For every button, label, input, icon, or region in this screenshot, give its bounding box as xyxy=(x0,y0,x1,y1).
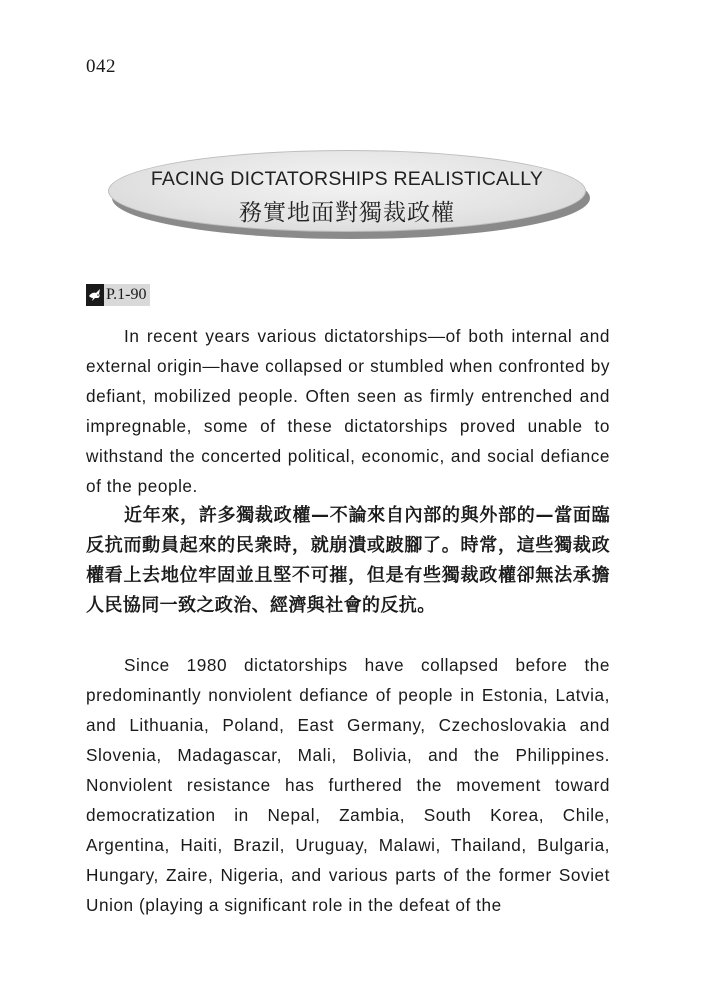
paragraph-1-chinese: 近年來，許多獨裁政權—不論來自內部的與外部的—當面臨反抗而動員起來的民衆時，就崩潰或跛腳了。時常，這些獨裁政權看上去地位牢固並且堅不可摧，但是有些獨裁政權卻無法承擔人民協同一致之政治、經濟與社會的反抗。 xyxy=(86,505,610,616)
paragraph-2-english: Since 1980 dictatorships have collapsed before the predominantly nonviolent defiance of people in Estonia, Latvia, and Lithuania, Poland, East Germany, Czechoslovakia and Slovenia, Madagascar, Mali, Bolivia, and the Philippines. Nonviolent resistance has furthered the movement toward democratization in Nepal, Zambia, South Korea, Chile, Argentina, Haiti, Brazil, Uruguay, Malawi, Thailand, Bulgaria, Hungary, Zaire, Nigeria, and various parts of the former Soviet Union (playing a significant role in the defeat of the xyxy=(86,655,610,915)
chapter-title-banner xyxy=(108,150,586,232)
page-reference-label: P.1-90 xyxy=(106,286,147,303)
chapter-title-english: FACING DICTATORSHIPS REALISTICALLY xyxy=(150,168,544,190)
chapter-title-chinese: 務實地面對獨裁政權 xyxy=(239,200,455,226)
page-reference-tag xyxy=(86,284,150,306)
dove-icon xyxy=(86,284,104,306)
paragraph-1-english: In recent years various dictatorships—of both internal and external origin—have collapsed or stumbled when confronted by defiant, mobilized people. Often seen as firmly entrenched and impregnable, some of these dictatorships proved unable to withstand the concerted political, economic, and social defiance of the people. xyxy=(86,326,610,496)
page-number: 042 xyxy=(86,56,116,77)
